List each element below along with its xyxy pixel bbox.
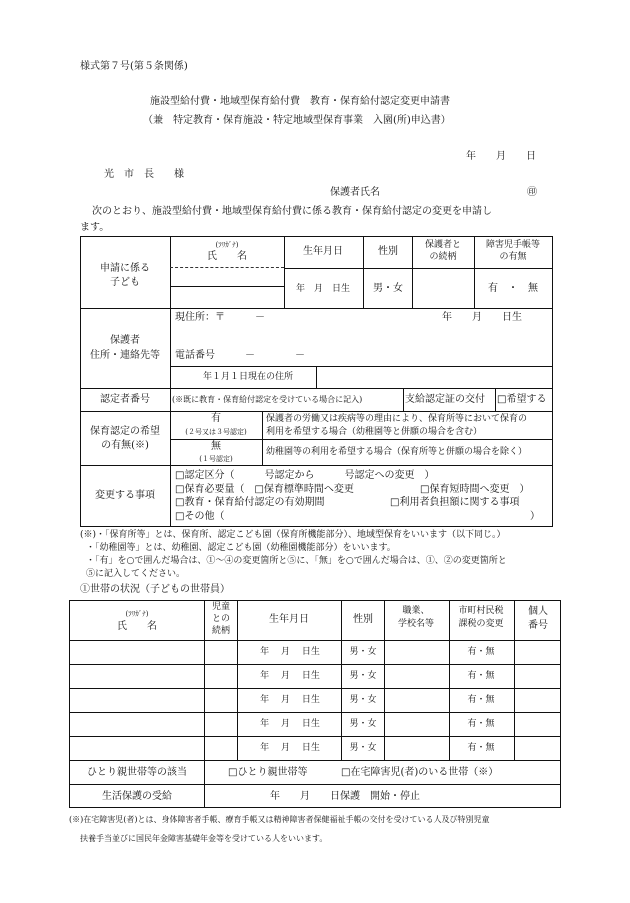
jan1-address-label: 年１月１日現在の住所 (203, 372, 294, 382)
guardian-label-2: 住所・連絡先等 (90, 350, 160, 361)
single-parent-checkbox[interactable]: □ひとり親世帯等 (228, 767, 308, 778)
cert-number-label: 認定者番号 (100, 394, 150, 405)
child-disability-field[interactable]: 有 ・ 無 (488, 283, 538, 294)
furigana-label: (ﾌﾘｶﾞﾅ) (215, 241, 239, 249)
change-childcare-amount-checkbox[interactable]: □保育必要量（ □保育標準時間へ変更 (175, 484, 354, 495)
member-birth-field[interactable]: 年 月 日生 (260, 671, 320, 681)
note-3a: ・「有」を○で囲んだ場合は、①～④の変更箇所と⑤に、「無」を○で囲んだ場合は、①、②の変更箇所と (86, 556, 507, 566)
member-tax-field[interactable]: 有・無 (467, 719, 495, 729)
child-birth-field[interactable]: 年 月 日生 (295, 284, 351, 294)
intro-line1: 次のとおり、施設型給付費・地域型保育給付費に係る教育・保育給付認定の変更を申請し (92, 206, 492, 217)
guardian-name-label: 保護者氏名 (330, 187, 380, 198)
intro-line2: ます。 (80, 222, 110, 233)
addressee: 光 市 長 様 (104, 169, 184, 180)
child-sex-field[interactable]: 男・女 (373, 283, 403, 294)
household-id-header-2: 番号 (528, 620, 548, 631)
form-number: 様式第７号(第５条関係) (80, 61, 188, 72)
change-other-checkbox[interactable]: □その他（ (175, 511, 225, 522)
wish-yes-sub: (２号又は３号認定) (185, 428, 247, 436)
member-sex-field[interactable]: 男・女 (349, 671, 377, 681)
applicant-label-1: 申請に係る (100, 263, 150, 274)
relation-label-1: 保護者と (424, 240, 462, 250)
member-sex-field[interactable]: 男・女 (349, 743, 377, 753)
household-furigana: (ﾌﾘｶﾞﾅ) (125, 610, 149, 618)
household-job-header-2: 学校名等 (397, 619, 435, 629)
address-field[interactable]: 現住所：〒 － (175, 312, 265, 323)
relation-label-2: の続柄 (429, 252, 457, 262)
change-validity-period-checkbox[interactable]: □教育・保育給付認定の有効期間 (175, 497, 325, 508)
household-tax-header-2: 課税の変更 (458, 619, 504, 629)
change-user-fee-checkbox[interactable]: □利用者負担額に関する事項 (390, 497, 520, 508)
footnote-line2: 扶養手当並びに国民年金障害基礎年金等を受けている人をいいます。 (80, 834, 328, 843)
welfare-label: 生活保護の受給 (102, 791, 172, 802)
seal-icon: ㊞ (527, 187, 537, 198)
household-job-header-1: 職業、 (402, 606, 430, 616)
member-birth-field[interactable]: 年 月 日生 (260, 647, 320, 657)
wish-yes-desc-1: 保護者の労働又は疾病等の理由により、保育所等において保育の (266, 414, 528, 424)
child-name-label: 氏 名 (207, 251, 247, 262)
wish-no-desc: 幼稚園等の利用を希望する場合（保育所等と併願の場合を除く） (266, 447, 528, 457)
member-sex-field[interactable]: 男・女 (349, 647, 377, 657)
guardian-birth-field[interactable]: 年 月 日生 (442, 312, 522, 323)
disability-label-1: 障害児手帳等 (485, 240, 541, 250)
member-tax-field[interactable]: 有・無 (467, 743, 495, 753)
member-tax-field[interactable]: 有・無 (467, 695, 495, 705)
household-relation-header-3: 続柄 (211, 626, 231, 636)
member-sex-field[interactable]: 男・女 (349, 695, 377, 705)
footnote-line1: (※)在宅障害児(者)とは、身体障害者手帳、療育手帳又は精神障害者保健福祉手帳の交付を受けている人及び特別児童 (69, 815, 490, 824)
household-section-title: ①世帯の状況（子どもの世帯員） (80, 584, 230, 595)
note-1: (※)・「保育所等」とは、保育所、認定こども園（保育所機能部分）、地域型保育をいいます（以下同じ。） (80, 530, 506, 540)
member-birth-field[interactable]: 年 月 日生 (260, 743, 320, 753)
form-title-line1: 施設型給付費・地域型保育給付費 教育・保育給付認定変更申請書 (150, 96, 450, 107)
household-tax-header-1: 市町村民税 (458, 606, 504, 616)
applicant-label-2: 子ども (110, 277, 140, 288)
household-id-header-1: 個人 (528, 606, 548, 617)
childcare-wish-label-2: の有無(※) (101, 440, 149, 451)
wish-yes-desc-2: 利用を希望する場合（幼稚園等と併願の場合を含む） (266, 427, 483, 437)
single-parent-label: ひとり親世帯等の該当 (87, 767, 187, 778)
note-2: ・「幼稚園等」とは、幼稚園、認定こども園（幼稚園機能部分）をいいます。 (86, 543, 396, 553)
note-3b: ⑤に記入してください。 (86, 569, 186, 579)
phone-field[interactable]: 電話番号 － － (175, 350, 305, 361)
sex-label: 性別 (378, 246, 398, 257)
household-name-header: 氏 名 (117, 621, 157, 632)
childcare-wish-label-1: 保育認定の希望 (90, 426, 160, 437)
household-birth-header: 生年月日 (269, 614, 309, 625)
guardian-label-1: 保護者 (110, 335, 140, 346)
change-cert-category-checkbox[interactable]: □認定区分（ 号認定から 号認定への変更 ） (175, 470, 435, 481)
cert-delivery-label: 支給認定証の交付 (405, 394, 485, 405)
change-other-close: ） (530, 511, 540, 522)
member-sex-field[interactable]: 男・女 (349, 719, 377, 729)
household-sex-header: 性別 (353, 614, 373, 625)
household-relation-header-1: 児童 (211, 602, 231, 612)
member-birth-field[interactable]: 年 月 日生 (260, 695, 320, 705)
wish-yes-option[interactable]: 有 (211, 413, 221, 424)
date-field[interactable]: 年 月 日 (466, 151, 536, 162)
household-relation-header-2: との (211, 614, 231, 624)
wish-no-sub: (１号認定) (199, 455, 233, 463)
member-birth-field[interactable]: 年 月 日生 (260, 719, 320, 729)
welfare-field[interactable]: 年 月 日保護 開始・停止 (270, 791, 420, 802)
disability-label-2: の有無 (499, 252, 527, 262)
member-tax-field[interactable]: 有・無 (467, 671, 495, 681)
changes-label: 変更する事項 (95, 490, 155, 501)
cert-wish-checkbox[interactable]: □希望する (497, 394, 547, 405)
wish-no-option[interactable]: 無 (211, 441, 221, 452)
form-title-line2: （兼 特定教育・保育施設・特定地域型保育事業 入園(所)申込書） (143, 115, 451, 126)
member-tax-field[interactable]: 有・無 (467, 647, 495, 657)
cert-note: (※既に教育・保育給付認定を受けている場合に記入) (172, 395, 363, 404)
change-short-hours-checkbox[interactable]: □保育短時間へ変更 ） (420, 484, 530, 495)
birth-label: 生年月日 (303, 246, 343, 257)
disabled-household-checkbox[interactable]: □在宅障害児(者)のいる世帯（※） (341, 767, 499, 778)
